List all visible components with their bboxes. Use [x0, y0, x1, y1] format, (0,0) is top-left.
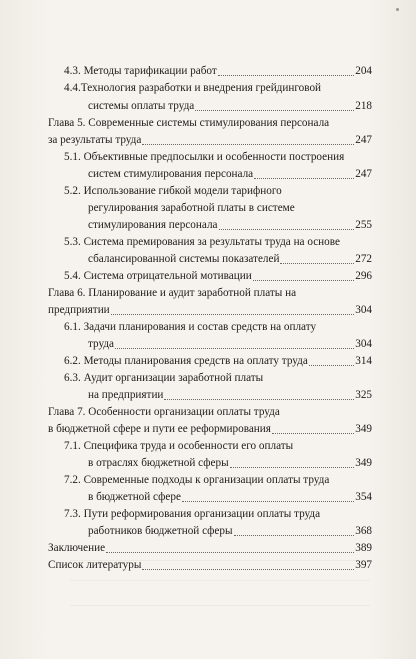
toc-entry-title: 5.2. Использование гибкой модели тарифного — [64, 185, 282, 197]
toc-entry-title: 6.2. Методы планирования средств на оплату труда — [64, 355, 308, 367]
toc-entry-page-number: 304 — [355, 304, 372, 316]
toc-entry — [88, 97, 372, 115]
toc-entry — [88, 199, 295, 217]
corner-mark — [396, 8, 399, 11]
toc-entry-title: систем стимулирования персонала — [88, 168, 254, 180]
toc-entry-title: 6.3. Аудит организации заработной платы — [64, 372, 264, 384]
toc-entry-title: работников бюджетной сферы — [88, 525, 233, 537]
toc-entry — [64, 62, 372, 80]
toc-entry-page-number: 349 — [355, 423, 372, 435]
toc-entry-page-number: 255 — [355, 219, 372, 231]
toc-entry-title: Глава 6. Планирование и аудит заработной платы на — [48, 287, 297, 299]
toc-entry-page-number: 218 — [355, 100, 372, 112]
toc-entry — [64, 437, 293, 455]
dot-leader — [218, 75, 354, 76]
dot-leader — [182, 501, 354, 502]
dot-leader — [272, 433, 354, 434]
dot-leader — [106, 552, 354, 553]
bleed-through-line — [70, 580, 370, 581]
dot-leader — [111, 314, 355, 315]
toc-entry-page-number: 247 — [355, 134, 372, 146]
toc-entry-page-number: 397 — [355, 559, 372, 571]
toc-entry-title: 7.1. Специфика труда и особенности его оплаты — [64, 440, 294, 452]
dot-leader — [219, 229, 355, 230]
dot-leader — [254, 178, 354, 179]
toc-entry-page-number: 272 — [355, 253, 372, 265]
toc-entry-title: стимулирования персонала — [88, 219, 218, 231]
toc-entry — [48, 284, 296, 302]
toc-entry-page-number: 304 — [355, 338, 372, 350]
dot-leader — [234, 535, 355, 536]
toc-entry-title: 5.1. Объективные предпосылки и особенности построения — [64, 151, 345, 163]
toc-entry — [64, 505, 320, 523]
toc-entry-page-number: 368 — [355, 525, 372, 537]
toc-entry — [64, 79, 321, 97]
toc-entry-title: 7.3. Пути реформирования организации оплаты труда — [64, 508, 321, 520]
toc-entry — [64, 233, 340, 251]
toc-entry-title: предприятии — [48, 304, 110, 316]
toc-entry-page-number: 389 — [355, 542, 372, 554]
dot-leader — [280, 263, 354, 264]
toc-entry-title: Глава 5. Современные системы стимулирования персонала — [48, 117, 330, 129]
toc-entry-page-number: 296 — [355, 270, 372, 282]
toc-entry — [48, 539, 372, 557]
toc-entry-title: 4.4.Технология разработки и внедрения грейдинговой — [64, 82, 322, 94]
toc-entry-title: 7.2. Современные подходы к организации оплаты труда — [64, 474, 330, 486]
toc-entry — [88, 522, 372, 540]
toc-entry-title: системы оплаты труда — [88, 100, 195, 112]
dot-leader — [309, 365, 354, 366]
toc-entry — [88, 335, 372, 353]
toc-entry-title: Список литературы — [48, 559, 142, 571]
toc-entry-title: Заключение — [48, 542, 106, 554]
toc-entry-title: в бюджетной сфере и пути ее реформирования — [48, 423, 271, 435]
dot-leader — [164, 399, 354, 400]
toc-entry-title: за результаты труда — [48, 134, 142, 146]
toc-entry-page-number: 325 — [355, 389, 372, 401]
toc-entry — [88, 165, 372, 183]
toc-entry — [88, 386, 372, 404]
toc-entry — [64, 352, 372, 370]
toc-entry-title: 5.4. Система отрицательной мотивации — [64, 270, 252, 282]
toc-entry — [48, 420, 372, 438]
toc-entry — [48, 114, 329, 132]
dot-leader — [253, 280, 355, 281]
toc-entry — [88, 454, 372, 472]
toc-entry-page-number: 247 — [355, 168, 372, 180]
toc-entry-page-number: 204 — [355, 65, 372, 77]
toc-entry — [88, 488, 372, 506]
toc-entry — [64, 471, 329, 489]
toc-entry-title: в отраслях бюджетной сферы — [88, 457, 229, 469]
toc-entry-title: сбалансированной системы показателей — [88, 253, 280, 265]
toc-entry — [48, 556, 372, 574]
toc-entry — [64, 148, 344, 166]
toc-entry-title: регулирования заработной платы в системе — [88, 202, 295, 214]
toc-entry-title: 6.1. Задачи планирования и состав средств на оплату — [64, 321, 317, 333]
dot-leader — [115, 348, 354, 349]
toc-entry — [48, 403, 280, 421]
dot-leader — [195, 110, 354, 111]
toc-entry-page-number: 314 — [355, 355, 372, 367]
toc-entry — [88, 216, 372, 234]
toc-entry — [64, 318, 316, 336]
toc-entry-title: на предприятии — [88, 389, 164, 401]
toc-entry — [64, 182, 282, 200]
toc-entry — [88, 250, 372, 268]
toc-entry-page-number: 349 — [355, 457, 372, 469]
toc-entry — [64, 369, 263, 387]
toc-entry — [48, 301, 372, 319]
dot-leader — [142, 144, 354, 145]
toc-entry-page-number: 354 — [355, 491, 372, 503]
bleed-through-line — [70, 605, 370, 606]
toc-entry-title: Глава 7. Особенности организации оплаты труда — [48, 406, 280, 418]
toc-entry — [64, 267, 372, 285]
toc-entry — [48, 131, 372, 149]
toc-entry-title: в бюджетной сфере — [88, 491, 181, 503]
toc-entry-title: 4.3. Методы тарификации работ — [64, 65, 217, 77]
dot-leader — [142, 569, 354, 570]
toc-entry-title: труда — [88, 338, 115, 350]
toc-entry-title: 5.3. Система премирования за результаты труда на основе — [64, 236, 340, 248]
dot-leader — [230, 467, 355, 468]
